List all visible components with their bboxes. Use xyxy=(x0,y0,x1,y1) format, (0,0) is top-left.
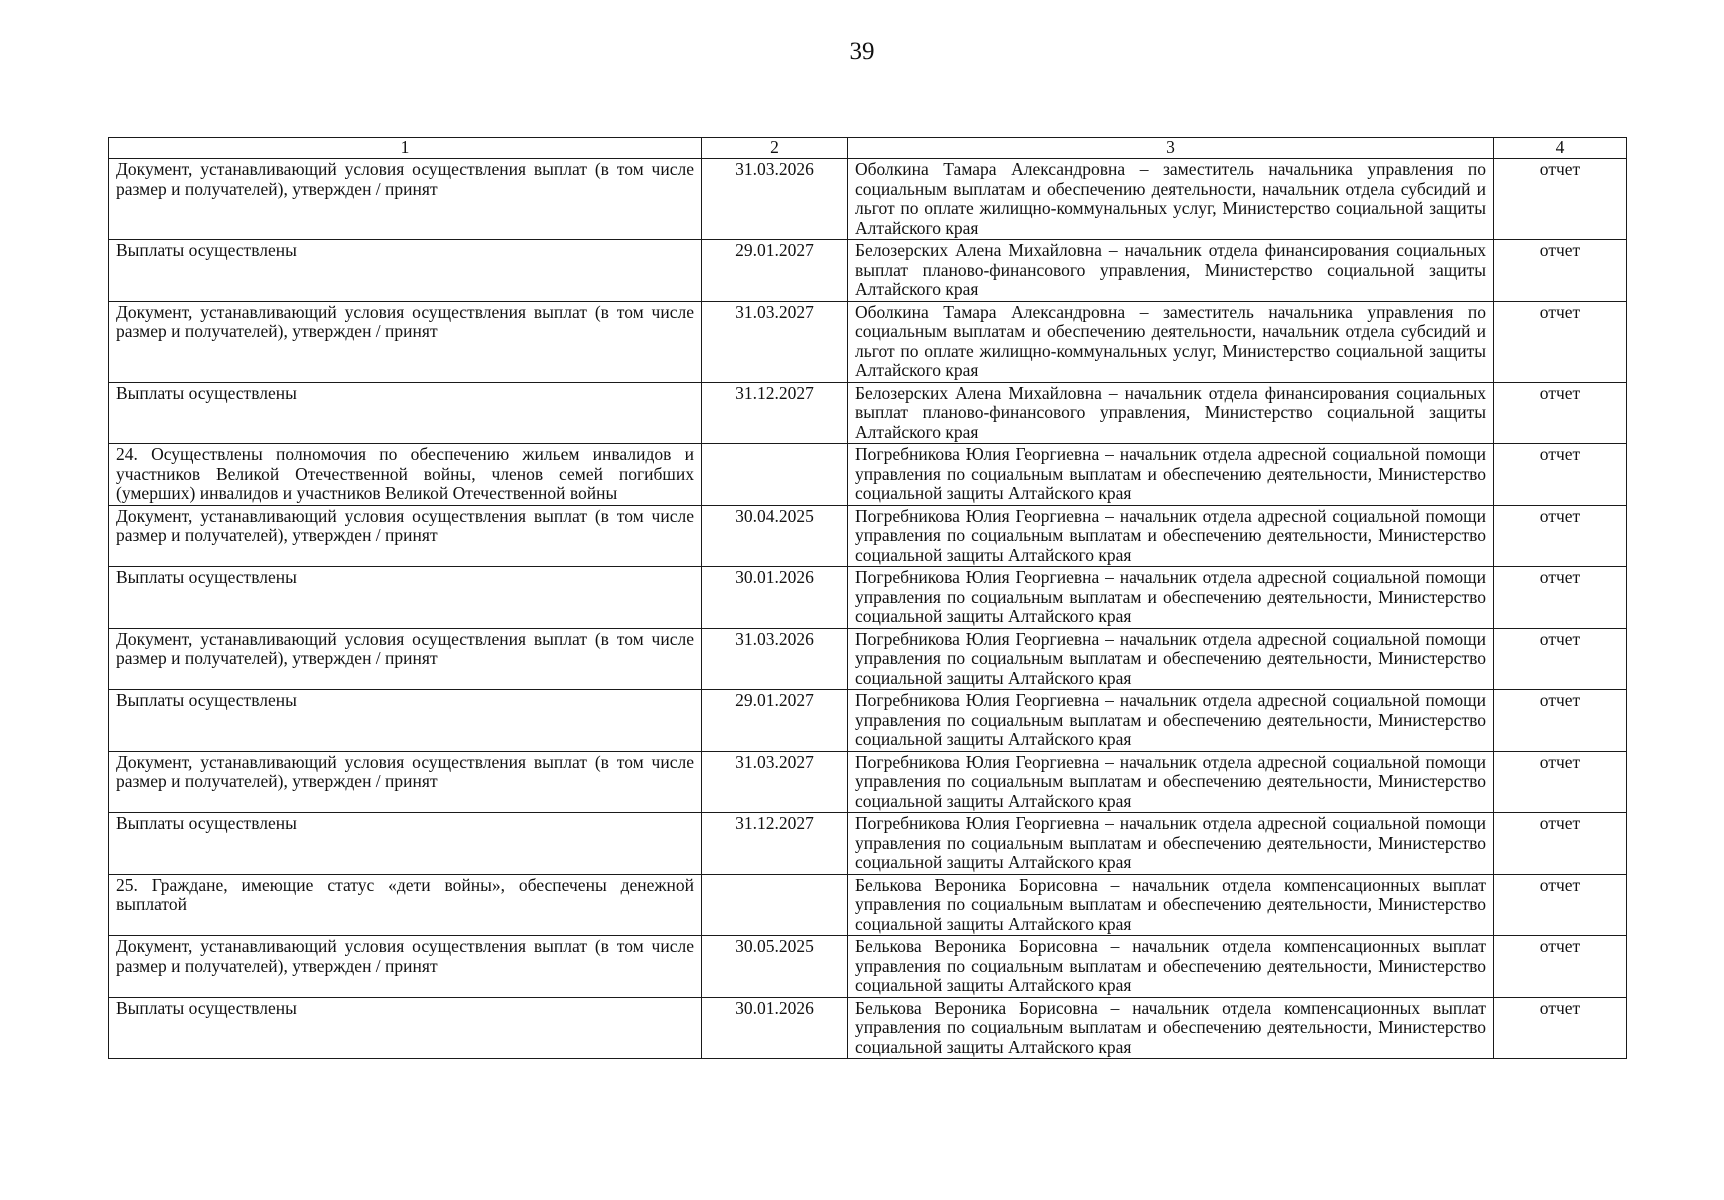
table-row xyxy=(109,505,1627,567)
document-type-cell: отчет xyxy=(1494,690,1627,752)
document-type-cell: отчет xyxy=(1494,936,1627,998)
page-number: 39 xyxy=(849,38,875,65)
event-cell: Выплаты осуществлены xyxy=(109,813,702,875)
responsible-cell: Белозерских Алена Михайловна – начальник отдела финансирования социальных выплат планово-финансового управления, Министерство социальной защиты Алтайского края xyxy=(848,240,1494,302)
date-cell: 29.01.2027 xyxy=(702,690,848,752)
table-row xyxy=(109,240,1627,302)
responsible-cell: Белькова Вероника Борисовна – начальник отдела компенсационных выплат управления по социальным выплатам и обеспечению деятельности, Министерство социальной защиты Алтайского края xyxy=(848,874,1494,936)
table-row xyxy=(109,690,1627,752)
table-row xyxy=(109,382,1627,444)
document-type-cell: отчет xyxy=(1494,567,1627,629)
event-cell: Выплаты осуществлены xyxy=(109,997,702,1059)
date-cell: 31.12.2027 xyxy=(702,382,848,444)
responsible-cell: Белозерских Алена Михайловна – начальник отдела финансирования социальных выплат планово-финансового управления, Министерство социальной защиты Алтайского края xyxy=(848,382,1494,444)
responsible-cell: Погребникова Юлия Георгиевна – начальник отдела адресной социальной помощи управления по социальным выплатам и обеспечению деятельности, Министерство социальной защиты Алтайского края xyxy=(848,628,1494,690)
event-cell: Документ, устанавливающий условия осуществления выплат (в том числе размер и получателей), утвержден / принят xyxy=(109,301,702,382)
table-row xyxy=(109,628,1627,690)
document-type-cell: отчет xyxy=(1494,997,1627,1059)
table-row xyxy=(109,936,1627,998)
table-row xyxy=(109,997,1627,1059)
table-row xyxy=(109,159,1627,240)
date-cell: 31.03.2027 xyxy=(702,301,848,382)
document-type-cell: отчет xyxy=(1494,444,1627,506)
event-cell: Выплаты осуществлены xyxy=(109,690,702,752)
responsible-cell: Оболкина Тамара Александровна – заместитель начальника управления по социальным выплатам и обеспечению деятельности, начальник отдела субсидий и льгот по оплате жилищно-коммунальных услуг, Министерство социальной защиты Алтайского края xyxy=(848,301,1494,382)
event-cell: Документ, устанавливающий условия осуществления выплат (в том числе размер и получателей), утвержден / принят xyxy=(109,628,702,690)
column-header-3: 3 xyxy=(848,138,1494,159)
document-type-cell: отчет xyxy=(1494,874,1627,936)
event-cell: 25. Граждане, имеющие статус «дети войны», обеспечены денежной выплатой xyxy=(109,874,702,936)
date-cell xyxy=(702,874,848,936)
column-header-4: 4 xyxy=(1494,138,1627,159)
responsible-cell: Погребникова Юлия Георгиевна – начальник отдела адресной социальной помощи управления по социальным выплатам и обеспечению деятельности, Министерство социальной защиты Алтайского края xyxy=(848,505,1494,567)
table-row xyxy=(109,567,1627,629)
table-row xyxy=(109,444,1627,506)
schedule-table xyxy=(108,137,1627,1059)
date-cell: 31.12.2027 xyxy=(702,813,848,875)
date-cell: 30.01.2026 xyxy=(702,997,848,1059)
table-row xyxy=(109,751,1627,813)
table-row xyxy=(109,813,1627,875)
table-body xyxy=(109,159,1627,1059)
responsible-cell: Погребникова Юлия Георгиевна – начальник отдела адресной социальной помощи управления по социальным выплатам и обеспечению деятельности, Министерство социальной защиты Алтайского края xyxy=(848,444,1494,506)
table-row xyxy=(109,301,1627,382)
date-cell: 29.01.2027 xyxy=(702,240,848,302)
date-cell: 31.03.2026 xyxy=(702,628,848,690)
document-type-cell: отчет xyxy=(1494,751,1627,813)
event-cell: Выплаты осуществлены xyxy=(109,240,702,302)
date-cell: 30.04.2025 xyxy=(702,505,848,567)
column-header-1: 1 xyxy=(109,138,702,159)
date-cell xyxy=(702,444,848,506)
header-row xyxy=(109,138,1627,159)
date-cell: 30.05.2025 xyxy=(702,936,848,998)
responsible-cell: Белькова Вероника Борисовна – начальник отдела компенсационных выплат управления по социальным выплатам и обеспечению деятельности, Министерство социальной защиты Алтайского края xyxy=(848,997,1494,1059)
document-type-cell: отчет xyxy=(1494,240,1627,302)
event-cell: Документ, устанавливающий условия осуществления выплат (в том числе размер и получателей), утвержден / принят xyxy=(109,751,702,813)
date-cell: 31.03.2026 xyxy=(702,159,848,240)
responsible-cell: Погребникова Юлия Георгиевна – начальник отдела адресной социальной помощи управления по социальным выплатам и обеспечению деятельности, Министерство социальной защиты Алтайского края xyxy=(848,567,1494,629)
event-cell: Выплаты осуществлены xyxy=(109,382,702,444)
event-cell: Документ, устанавливающий условия осуществления выплат (в том числе размер и получателей), утвержден / принят xyxy=(109,159,702,240)
document-type-cell: отчет xyxy=(1494,628,1627,690)
document-type-cell: отчет xyxy=(1494,159,1627,240)
document-type-cell: отчет xyxy=(1494,813,1627,875)
responsible-cell: Погребникова Юлия Георгиевна – начальник отдела адресной социальной помощи управления по социальным выплатам и обеспечению деятельности, Министерство социальной защиты Алтайского края xyxy=(848,690,1494,752)
responsible-cell: Белькова Вероника Борисовна – начальник отдела компенсационных выплат управления по социальным выплатам и обеспечению деятельности, Министерство социальной защиты Алтайского края xyxy=(848,936,1494,998)
event-cell: Документ, устанавливающий условия осуществления выплат (в том числе размер и получателей), утвержден / принят xyxy=(109,505,702,567)
table-row xyxy=(109,874,1627,936)
responsible-cell: Погребникова Юлия Георгиевна – начальник отдела адресной социальной помощи управления по социальным выплатам и обеспечению деятельности, Министерство социальной защиты Алтайского края xyxy=(848,751,1494,813)
date-cell: 31.03.2027 xyxy=(702,751,848,813)
date-cell: 30.01.2026 xyxy=(702,567,848,629)
document-type-cell: отчет xyxy=(1494,301,1627,382)
event-cell: Выплаты осуществлены xyxy=(109,567,702,629)
document-type-cell: отчет xyxy=(1494,505,1627,567)
column-header-2: 2 xyxy=(702,138,848,159)
event-cell: Документ, устанавливающий условия осуществления выплат (в том числе размер и получателей), утвержден / принят xyxy=(109,936,702,998)
event-cell: 24. Осуществлены полномочия по обеспечению жильем инвалидов и участников Великой Отечественной войны, членов семей погибших (умерших) инвалидов и участников Великой Отечественной войны xyxy=(109,444,702,506)
responsible-cell: Погребникова Юлия Георгиевна – начальник отдела адресной социальной помощи управления по социальным выплатам и обеспечению деятельности, Министерство социальной защиты Алтайского края xyxy=(848,813,1494,875)
responsible-cell: Оболкина Тамара Александровна – заместитель начальника управления по социальным выплатам и обеспечению деятельности, начальник отдела субсидий и льгот по оплате жилищно-коммунальных услуг, Министерство социальной защиты Алтайского края xyxy=(848,159,1494,240)
document-type-cell: отчет xyxy=(1494,382,1627,444)
